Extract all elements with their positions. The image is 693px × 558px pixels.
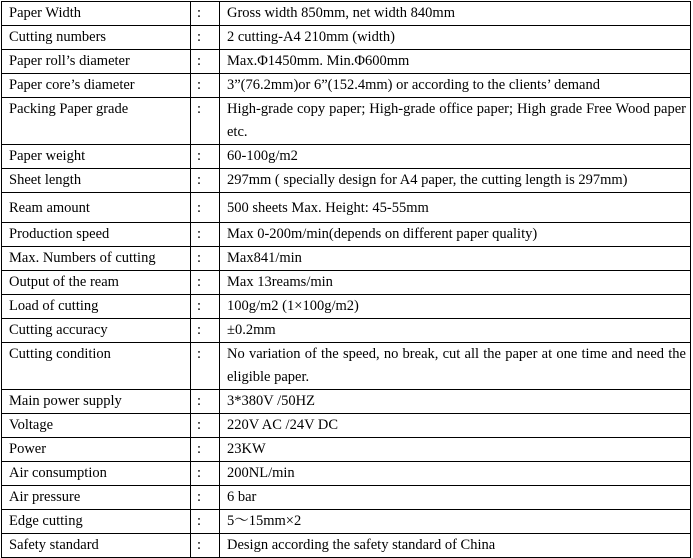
spec-separator: : bbox=[191, 247, 220, 271]
spec-value: 3*380V /50HZ bbox=[220, 390, 691, 414]
spec-value: Gross width 850mm, net width 840mm bbox=[220, 2, 691, 26]
spec-separator: : bbox=[191, 2, 220, 26]
spec-label: Air pressure bbox=[2, 486, 191, 510]
spec-value: 200NL/min bbox=[220, 462, 691, 486]
spec-separator: : bbox=[191, 319, 220, 343]
spec-value: Max 0-200m/min(depends on different paper quality) bbox=[220, 223, 691, 247]
table-row bbox=[2, 247, 691, 271]
spec-label: Paper weight bbox=[2, 145, 191, 169]
spec-separator: : bbox=[191, 438, 220, 462]
table-row bbox=[2, 414, 691, 438]
table-row bbox=[2, 438, 691, 462]
spec-separator: : bbox=[191, 534, 220, 558]
spec-label: Power bbox=[2, 438, 191, 462]
spec-value: 297mm ( specially design for A4 paper, the cutting length is 297mm) bbox=[220, 169, 691, 193]
spec-separator: : bbox=[191, 145, 220, 169]
table-row bbox=[2, 145, 691, 169]
spec-separator: : bbox=[191, 223, 220, 247]
spec-separator: : bbox=[191, 486, 220, 510]
spec-label: Voltage bbox=[2, 414, 191, 438]
spec-value: ±0.2mm bbox=[220, 319, 691, 343]
table-row bbox=[2, 534, 691, 558]
spec-value: 5～15mm×2 bbox=[220, 510, 691, 534]
spec-separator: : bbox=[191, 462, 220, 486]
spec-label: Paper Width bbox=[2, 2, 191, 26]
table-row bbox=[2, 74, 691, 98]
spec-value: Max 13reams/min bbox=[220, 271, 691, 295]
spec-label: Packing Paper grade bbox=[2, 98, 191, 145]
spec-value: Max841/min bbox=[220, 247, 691, 271]
table-row bbox=[2, 169, 691, 193]
table-row bbox=[2, 98, 691, 145]
table-row bbox=[2, 295, 691, 319]
spec-separator: : bbox=[191, 74, 220, 98]
spec-value: 60-100g/m2 bbox=[220, 145, 691, 169]
table-row bbox=[2, 2, 691, 26]
spec-value: 3”(76.2mm)or 6”(152.4mm) or according to the clients’ demand bbox=[220, 74, 691, 98]
spec-label: Production speed bbox=[2, 223, 191, 247]
spec-value: Design according the safety standard of China bbox=[220, 534, 691, 558]
table-row bbox=[2, 271, 691, 295]
spec-label: Safety standard bbox=[2, 534, 191, 558]
spec-label: Air consumption bbox=[2, 462, 191, 486]
table-row bbox=[2, 193, 691, 223]
spec-value: 23KW bbox=[220, 438, 691, 462]
spec-label: Cutting numbers bbox=[2, 26, 191, 50]
spec-separator: : bbox=[191, 169, 220, 193]
table-row bbox=[2, 390, 691, 414]
table-row bbox=[2, 343, 691, 390]
spec-label: Output of the ream bbox=[2, 271, 191, 295]
spec-separator: : bbox=[191, 510, 220, 534]
spec-value: No variation of the speed, no break, cut all the paper at one time and need the eligible paper. bbox=[220, 343, 691, 390]
spec-label: Paper roll’s diameter bbox=[2, 50, 191, 74]
spec-value: 220V AC /24V DC bbox=[220, 414, 691, 438]
spec-value: High-grade copy paper; High-grade office paper; High grade Free Wood paper etc. bbox=[220, 98, 691, 145]
spec-separator: : bbox=[191, 193, 220, 223]
spec-label: Edge cutting bbox=[2, 510, 191, 534]
spec-label: Cutting condition bbox=[2, 343, 191, 390]
spec-separator: : bbox=[191, 271, 220, 295]
table-row bbox=[2, 26, 691, 50]
specification-table-body bbox=[2, 2, 691, 558]
table-row bbox=[2, 462, 691, 486]
spec-separator: : bbox=[191, 50, 220, 74]
table-row bbox=[2, 486, 691, 510]
spec-value: 6 bar bbox=[220, 486, 691, 510]
spec-label: Paper core’s diameter bbox=[2, 74, 191, 98]
spec-value: 500 sheets Max. Height: 45-55mm bbox=[220, 193, 691, 223]
spec-value: 100g/m2 (1×100g/m2) bbox=[220, 295, 691, 319]
spec-label: Load of cutting bbox=[2, 295, 191, 319]
spec-value: 2 cutting-A4 210mm (width) bbox=[220, 26, 691, 50]
table-row bbox=[2, 50, 691, 74]
spec-separator: : bbox=[191, 295, 220, 319]
spec-label: Max. Numbers of cutting bbox=[2, 247, 191, 271]
table-row bbox=[2, 223, 691, 247]
specification-table bbox=[1, 1, 691, 558]
table-row bbox=[2, 510, 691, 534]
spec-separator: : bbox=[191, 26, 220, 50]
spec-separator: : bbox=[191, 98, 220, 145]
spec-separator: : bbox=[191, 343, 220, 390]
spec-value: Max.Φ1450mm. Min.Φ600mm bbox=[220, 50, 691, 74]
spec-separator: : bbox=[191, 414, 220, 438]
spec-label: Main power supply bbox=[2, 390, 191, 414]
spec-label: Cutting accuracy bbox=[2, 319, 191, 343]
spec-label: Sheet length bbox=[2, 169, 191, 193]
spec-label: Ream amount bbox=[2, 193, 191, 223]
table-row bbox=[2, 319, 691, 343]
spec-separator: : bbox=[191, 390, 220, 414]
